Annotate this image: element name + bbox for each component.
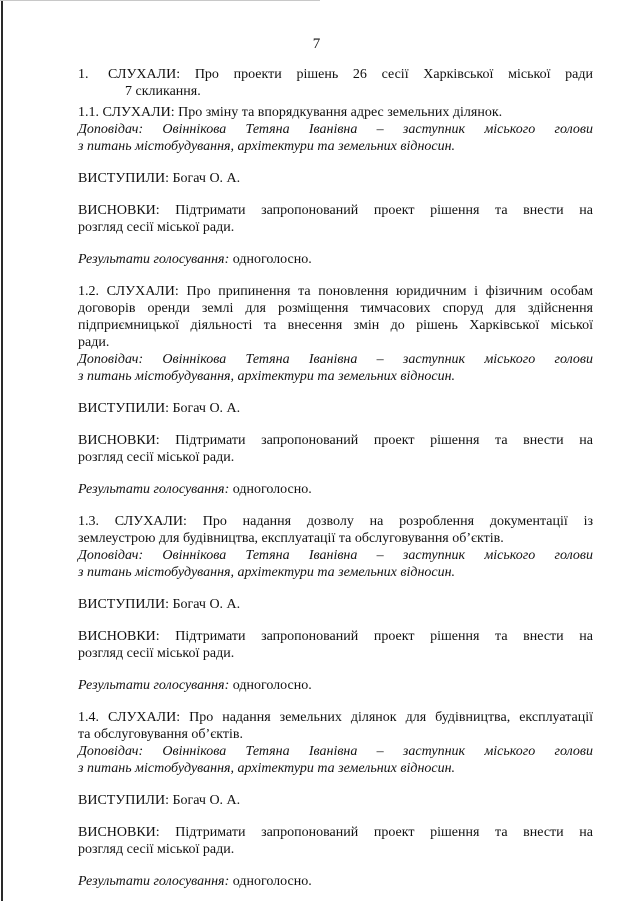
item-1-number: 1. [78,67,89,82]
vote-value: одноголосно. [229,874,312,889]
vote-value: одноголосно. [229,678,312,693]
item-1-4-heard-line-2: та обслуговування об’єктів. [78,727,243,742]
item-1-2-conclusions-line-1: ВИСНОВКИ: Підтримати запропонований проект рішення та внести на [78,433,593,448]
item-1-1-speaker-line-1: Доповідач: Овіннікова Тетяна Іванівна – заступник міського голови [78,122,593,137]
item-1-3-speeches: ВИСТУПИЛИ: Богач О. А. [78,597,241,612]
item-1-2-conclusions-line-2: розгляд сесії міської ради. [78,450,235,465]
item-1-4-speaker-line-1: Доповідач: Овіннікова Тетяна Іванівна – заступник міського голови [78,744,593,759]
item-1-3-heard-line-1: 1.3. СЛУХАЛИ: Про надання дозволу на розроблення документації із [78,514,593,529]
item-1-1-conclusions-line-2: розгляд сесії міської ради. [78,220,235,235]
item-1-1-conclusions-line-1: ВИСНОВКИ: Підтримати запропонований проект рішення та внести на [78,203,593,218]
vote-label: Результати голосування: [78,678,230,693]
page-number: 7 [312,36,321,52]
item-1-1-speeches: ВИСТУПИЛИ: Богач О. А. [78,171,241,186]
vote-value: одноголосно. [229,482,312,497]
item-1-4-speaker-line-2: з питань містобудування, архітектури та земельних відносин. [78,761,456,776]
vote-label: Результати голосування: [78,252,230,267]
scan-top-line [0,0,320,1]
scan-edge [1,0,3,901]
item-1-1-speaker-line-2: з питань містобудування, архітектури та земельних відносин. [78,139,456,154]
item-1-4-conclusions-line-1: ВИСНОВКИ: Підтримати запропонований проект рішення та внести на [78,825,593,840]
vote-label: Результати голосування: [78,874,230,889]
document-body [78,66,593,890]
item-1-3-heard-line-2: землеустрою для будівництва, експлуатації та обслуговування об’єктів. [78,531,504,546]
vote-label: Результати голосування: [78,482,230,497]
item-1 [78,66,593,100]
item-1-heard-line-2: 7 скликання. [125,84,201,99]
item-1-2-speeches: ВИСТУПИЛИ: Богач О. А. [78,401,241,416]
item-1-4-heard-line-1: 1.4. СЛУХАЛИ: Про надання земельних ділянок для будівництва, експлуатації [78,710,593,725]
item-1-3-speaker-line-1: Доповідач: Овіннікова Тетяна Іванівна – заступник міського голови [78,548,593,563]
item-1-4-speeches: ВИСТУПИЛИ: Богач О. А. [78,793,241,808]
item-1-4-conclusions-line-2: розгляд сесії міської ради. [78,842,235,857]
item-1-3-conclusions-line-2: розгляд сесії міської ради. [78,646,235,661]
item-1-2-heard-line-2: договорів оренди землі для розміщення тимчасових споруд для здійснення [78,301,593,316]
item-1-3-speaker-line-2: з питань містобудування, архітектури та земельних відносин. [78,565,456,580]
vote-value: одноголосно. [229,252,312,267]
item-1-3-vote [78,677,593,694]
item-1-2-vote [78,481,593,498]
item-1-2-speaker-line-1: Доповідач: Овіннікова Тетяна Іванівна – заступник міського голови [78,352,593,367]
item-1-1-vote [78,251,593,268]
item-1-4-vote [78,873,593,890]
item-1-2-heard-line-4: ради. [78,335,110,350]
item-1-2-heard-line-3: підприємницької діяльності та внесення змін до рішень Харківської міської [78,318,593,333]
item-1-2-heard-line-1: 1.2. СЛУХАЛИ: Про припинення та поновлення юридичним і фізичним особам [78,284,593,299]
item-1-3-conclusions-line-1: ВИСНОВКИ: Підтримати запропонований проект рішення та внести на [78,629,593,644]
item-1-heard-line-1: СЛУХАЛИ: Про проекти рішень 26 сесії Харківської міської ради [108,67,593,82]
item-1-1-heard: 1.1. СЛУХАЛИ: Про зміну та впорядкування адрес земельних ділянок. [78,105,503,120]
item-1-2-speaker-line-2: з питань містобудування, архітектури та земельних відносин. [78,369,456,384]
